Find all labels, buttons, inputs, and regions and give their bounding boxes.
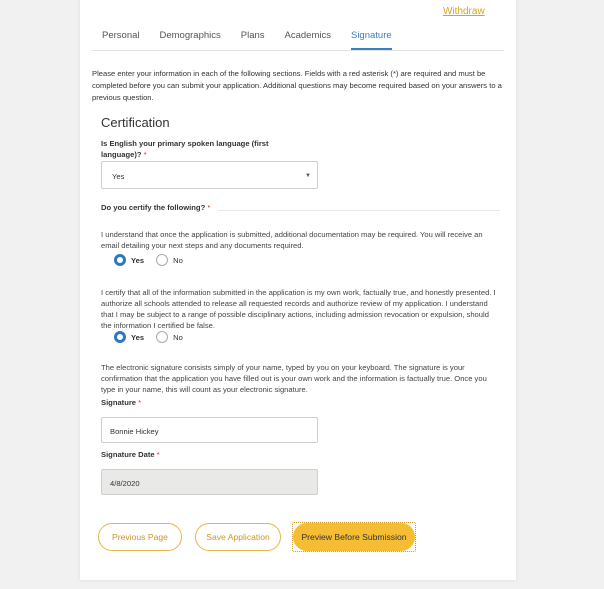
certify-divider [218, 210, 500, 211]
statement-1-yes-label[interactable]: Yes [131, 255, 145, 265]
statement-2-text: I certify that all of the information submitted in the application is my own work, factually true, and honestly presented. I authorize all schools attended to release all requested records and authorize review of my application. I understand that I may be subject to a range of possible disciplinary actions, including admission revocation or expulsion, should the information I certified be false. [101, 288, 496, 330]
tab-signature[interactable]: Signature [351, 30, 392, 50]
esignature-note: The electronic signature consists simply of your name, typed by you on your keyboard. The signature is your confirmation that the application you have filled out is your own work and the information is factually true. Once you type in your name, this will count as your electronic signature. [101, 363, 487, 394]
language-select-value: Yes [112, 172, 125, 181]
required-asterisk: * [207, 203, 211, 212]
required-asterisk: * [156, 450, 160, 459]
previous-page-button[interactable]: Previous Page [98, 523, 182, 551]
required-asterisk: * [138, 398, 142, 407]
language-select[interactable] [101, 161, 318, 189]
tab-demographics[interactable]: Demographics [159, 30, 221, 41]
tab-divider [92, 50, 504, 51]
chevron-down-icon: ▼ [305, 173, 311, 179]
statement-1-no-label[interactable]: No [173, 255, 183, 265]
language-question-label: Is English your primary spoken language (first language)? * [101, 139, 269, 159]
statement-2-no-label[interactable]: No [173, 332, 183, 342]
statement-1-yes-radio[interactable] [114, 254, 126, 266]
required-asterisk: * [143, 150, 147, 159]
intro-text: Please enter your information in each of the following sections. Fields with a red asterisk (*) are required and must be completed before you can submit your application. Additional questions may become required based on your answers to a previous question. [92, 69, 502, 102]
signature-date-field: 4/8/2020 [101, 469, 318, 495]
save-application-button[interactable]: Save Application [195, 523, 281, 551]
statement-1-text: I understand that once the application is submitted, additional documentation may be required. You will receive an email detailing your next steps and any documents required. [101, 230, 483, 250]
tab-plans[interactable]: Plans [240, 30, 265, 41]
focus-ring [292, 522, 416, 552]
section-title: Certification [101, 115, 170, 130]
statement-2-yes-label[interactable]: Yes [131, 332, 145, 342]
tab-personal[interactable]: Personal [102, 30, 140, 41]
statement-1-radio-group [114, 254, 195, 266]
signature-date-label: Signature Date * [101, 450, 160, 459]
withdraw-link[interactable]: Withdraw [443, 6, 485, 17]
preview-before-submission-button[interactable] [293, 523, 415, 551]
signature-input[interactable]: Bonnie Hickey [101, 417, 318, 443]
statement-2-yes-radio[interactable] [114, 331, 126, 343]
statement-2-radio-group [114, 331, 195, 343]
application-card [80, 0, 516, 580]
signature-label: Signature * [101, 398, 142, 407]
tab-bar [102, 30, 412, 50]
statement-1-no-radio[interactable] [156, 254, 168, 266]
preview-button-label: Preview Before Submission [301, 532, 407, 542]
certify-question-label: Do you certify the following? * [101, 203, 211, 212]
statement-2-no-radio[interactable] [156, 331, 168, 343]
tab-academics[interactable]: Academics [284, 30, 331, 41]
